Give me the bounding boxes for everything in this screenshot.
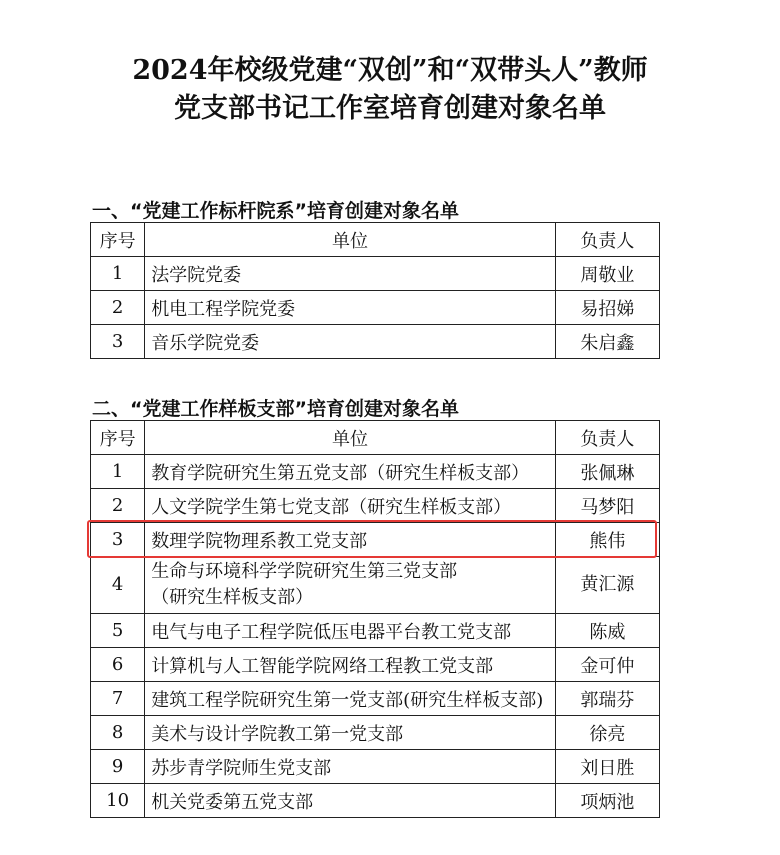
section1-table <box>90 222 660 359</box>
document-title <box>0 52 780 128</box>
row-person: 朱启鑫 <box>555 325 659 359</box>
row-unit: 法学院党委 <box>145 257 556 291</box>
table-row <box>91 257 660 291</box>
table-row <box>91 716 660 750</box>
row-no: 2 <box>91 291 145 325</box>
row-person: 张佩琳 <box>555 455 659 489</box>
table-row <box>91 648 660 682</box>
row-no: 2 <box>91 489 145 523</box>
row-unit: 人文学院学生第七党支部（研究生样板支部） <box>145 489 556 523</box>
row-unit: 计算机与人工智能学院网络工程教工党支部 <box>145 648 556 682</box>
row-person: 徐亮 <box>555 716 659 750</box>
row-person: 易招娣 <box>555 291 659 325</box>
table-header-row <box>91 223 660 257</box>
table-row <box>91 489 660 523</box>
row-no: 1 <box>91 257 145 291</box>
row-unit <box>145 557 556 614</box>
header-person: 负责人 <box>555 421 659 455</box>
row-person: 项炳池 <box>555 784 659 818</box>
section2-heading: 二、“党建工作样板支部”培育创建对象名单 <box>92 398 459 420</box>
row-person: 刘日胜 <box>555 750 659 784</box>
table-row <box>91 784 660 818</box>
row-unit: 苏步青学院师生党支部 <box>145 750 556 784</box>
title-line-2: 党支部书记工作室培育创建对象名单 <box>174 93 606 124</box>
table-row <box>91 291 660 325</box>
row-person: 郭瑞芬 <box>555 682 659 716</box>
row-unit: 机关党委第五党支部 <box>145 784 556 818</box>
row-unit: 教育学院研究生第五党支部（研究生样板支部） <box>145 455 556 489</box>
row-no: 7 <box>91 682 145 716</box>
table-header-row <box>91 421 660 455</box>
row-person: 黄汇源 <box>555 557 659 614</box>
row-person: 陈威 <box>555 614 659 648</box>
row-no: 9 <box>91 750 145 784</box>
header-unit: 单位 <box>145 223 556 257</box>
table-row <box>91 557 660 614</box>
section2-table <box>90 420 660 818</box>
highlight-box <box>87 520 657 558</box>
row-no: 1 <box>91 455 145 489</box>
row-no: 3 <box>91 325 145 359</box>
row-no: 8 <box>91 716 145 750</box>
table-row <box>91 325 660 359</box>
header-no: 序号 <box>91 223 145 257</box>
row-no: 3 <box>91 523 145 557</box>
row-unit-line-2: （研究生样板支部） <box>151 587 314 608</box>
row-no: 6 <box>91 648 145 682</box>
row-no: 5 <box>91 614 145 648</box>
row-no: 4 <box>91 557 145 614</box>
row-person: 熊伟 <box>555 523 659 557</box>
row-unit: 数理学院物理系教工党支部 <box>145 523 556 557</box>
row-unit: 机电工程学院党委 <box>145 291 556 325</box>
row-unit: 建筑工程学院研究生第一党支部(研究生样板支部) <box>145 682 556 716</box>
row-unit: 美术与设计学院教工第一党支部 <box>145 716 556 750</box>
row-person: 金可仲 <box>555 648 659 682</box>
row-unit: 电气与电子工程学院低压电器平台教工党支部 <box>145 614 556 648</box>
table-row <box>91 682 660 716</box>
row-unit-line-1: 生命与环境科学学院研究生第三党支部 <box>151 561 458 582</box>
header-unit: 单位 <box>145 421 556 455</box>
table-row <box>91 455 660 489</box>
row-no: 10 <box>91 784 145 818</box>
section1-heading: 一、“党建工作标杆院系”培育创建对象名单 <box>92 200 459 222</box>
title-line-1: 2024年校级党建“双创”和“双带头人”教师 <box>132 55 648 86</box>
header-person: 负责人 <box>555 223 659 257</box>
row-person: 马梦阳 <box>555 489 659 523</box>
row-unit: 音乐学院党委 <box>145 325 556 359</box>
table-row <box>91 614 660 648</box>
table-row <box>91 750 660 784</box>
row-person: 周敬业 <box>555 257 659 291</box>
header-no: 序号 <box>91 421 145 455</box>
